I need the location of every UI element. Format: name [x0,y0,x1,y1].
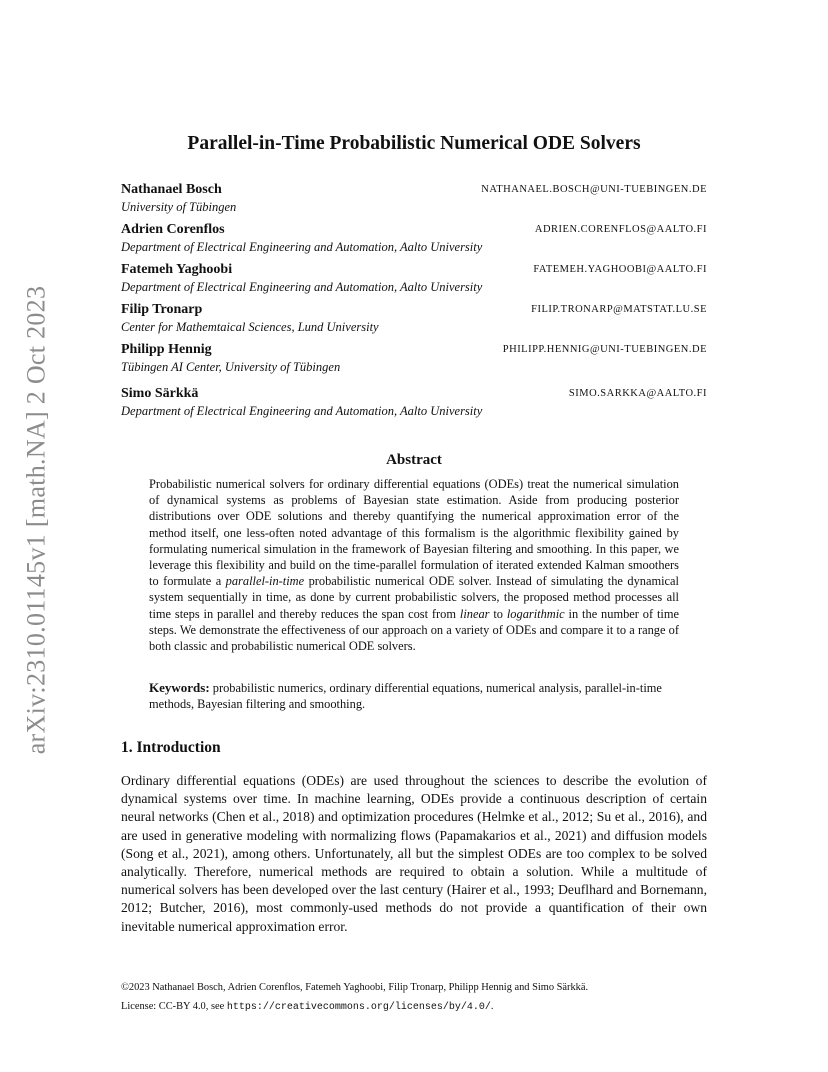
author-email[interactable]: SIMO.SARKKA@AALTO.FI [568,388,707,399]
abstract-part: to [489,606,507,621]
author-block [121,262,707,298]
abstract-part: in the number of time steps. We demonstrate the effectiveness of our approach on a variety of ODEs and compare it to a range of both classic and probabilistic numerical ODE solvers. [149,606,679,654]
author-email[interactable]: FATEMEH.YAGHOOBI@AALTO.FI [533,264,707,275]
author-name: Nathanael Bosch [121,182,222,197]
section-body: Ordinary differential equations (ODEs) are used throughout the sciences to describe the evolution of dynamical systems over time. In machine learning, ODEs provide a continuous description of certain neural networks (Chen et al., 2018) and optimization procedures (Helmke et al., 2012; Su et al., 2016), and are used in generative modeling with normalizing flows (Papamakarios et al., 2021) and diffusion models (Song et al., 2021), among others. Unfortunately, all but the simplest ODEs are too complex to be solved analytically. Therefore, numerical methods are required to obtain a solution. While a multitude of numerical solvers has been developed over the last century (Hairer et al., 1993; Deuflhard and Bornemann, 2012; Butcher, 2016), most commonly-used methods do not provide a quantification of their own inevitable numerical approximation error. [121,773,707,934]
author-block [121,342,707,378]
keywords-label: Keywords: [149,680,210,695]
arxiv-stamp [18,280,54,760]
arxiv-stamp-text: arXiv:2310.01145v1 [math.NA] 2 Oct 2023 [21,285,50,755]
abstract-emphasis: parallel-in-time [225,574,305,589]
author-affiliation: Department of Electrical Engineering and Automation, Aalto University [121,404,483,418]
abstract-heading: Abstract [386,452,442,468]
author-name: Simo Särkkä [121,386,199,401]
abstract-text [149,476,679,654]
author-block [121,302,707,338]
author-block [121,222,707,258]
author-name: Adrien Corenflos [121,222,225,237]
keywords-text: probabilistic numerics, ordinary differential equations, numerical analysis, parallel-in-time methods, Bayesian filtering and smoothing. [149,681,662,712]
author-email[interactable]: ADRIEN.CORENFLOS@AALTO.FI [534,224,707,235]
author-block [121,182,707,218]
abstract-emphasis: linear [459,606,490,621]
section-heading: 1. Introduction [121,739,221,756]
license-prefix: License: CC-BY 4.0, see [121,1001,227,1012]
abstract-emphasis: logarithmic [506,606,565,621]
keywords [149,680,679,712]
paper-title: Parallel-in-Time Probabilistic Numerical ODE Solvers [187,133,641,154]
license-footnote [121,1001,707,1013]
author-name: Filip Tronarp [121,302,203,317]
author-email[interactable]: FILIP.TRONARP@MATSTAT.LU.SE [531,304,707,315]
author-email[interactable]: NATHANAEL.BOSCH@UNI-TUEBINGEN.DE [481,184,707,195]
copyright-footnote: ©2023 Nathanael Bosch, Adrien Corenflos, Fatemeh Yaghoobi, Filip Tronarp, Philipp Hennig and Simo Särkkä. [121,982,589,993]
author-affiliation: University of Tübingen [121,200,237,214]
abstract-part: Probabilistic numerical solvers for ordinary differential equations (ODEs) treat the numerical simulation of dynamical systems as problems of Bayesian state estimation. Aside from producing posterior distributions over ODE solutions and thereby quantifying the numerical approximation error of the method itself, one less-often noted advantage of this formalism is the algorithmic flexibility gained by formulating numerical simulation in the framework of Bayesian filtering and smoothing. In this paper, we leverage this flexibility and build on the time-parallel formulation of iterated extended Kalman smoothers to formulate a [149,477,679,589]
abstract-part: probabilistic numerical ODE solver. Instead of simulating the dynamical system sequentially in time, as done by current probabilistic solvers, the proposed method processes all time steps in parallel and thereby reduces the span cost from [149,574,679,621]
license-suffix: . [490,1001,494,1012]
author-email[interactable]: PHILIPP.HENNIG@UNI-TUEBINGEN.DE [502,344,707,355]
author-affiliation: Department of Electrical Engineering and Automation, Aalto University [121,240,483,254]
author-affiliation: Tübingen AI Center, University of Tübingen [121,360,341,374]
author-name: Fatemeh Yaghoobi [121,262,233,277]
author-name: Philipp Hennig [121,342,212,357]
author-affiliation: Department of Electrical Engineering and Automation, Aalto University [121,280,483,294]
author-block [121,386,707,422]
author-affiliation: Center for Mathemtaical Sciences, Lund University [121,320,379,334]
license-link[interactable]: https://creativecommons.org/licenses/by/4.0/ [226,1002,491,1013]
